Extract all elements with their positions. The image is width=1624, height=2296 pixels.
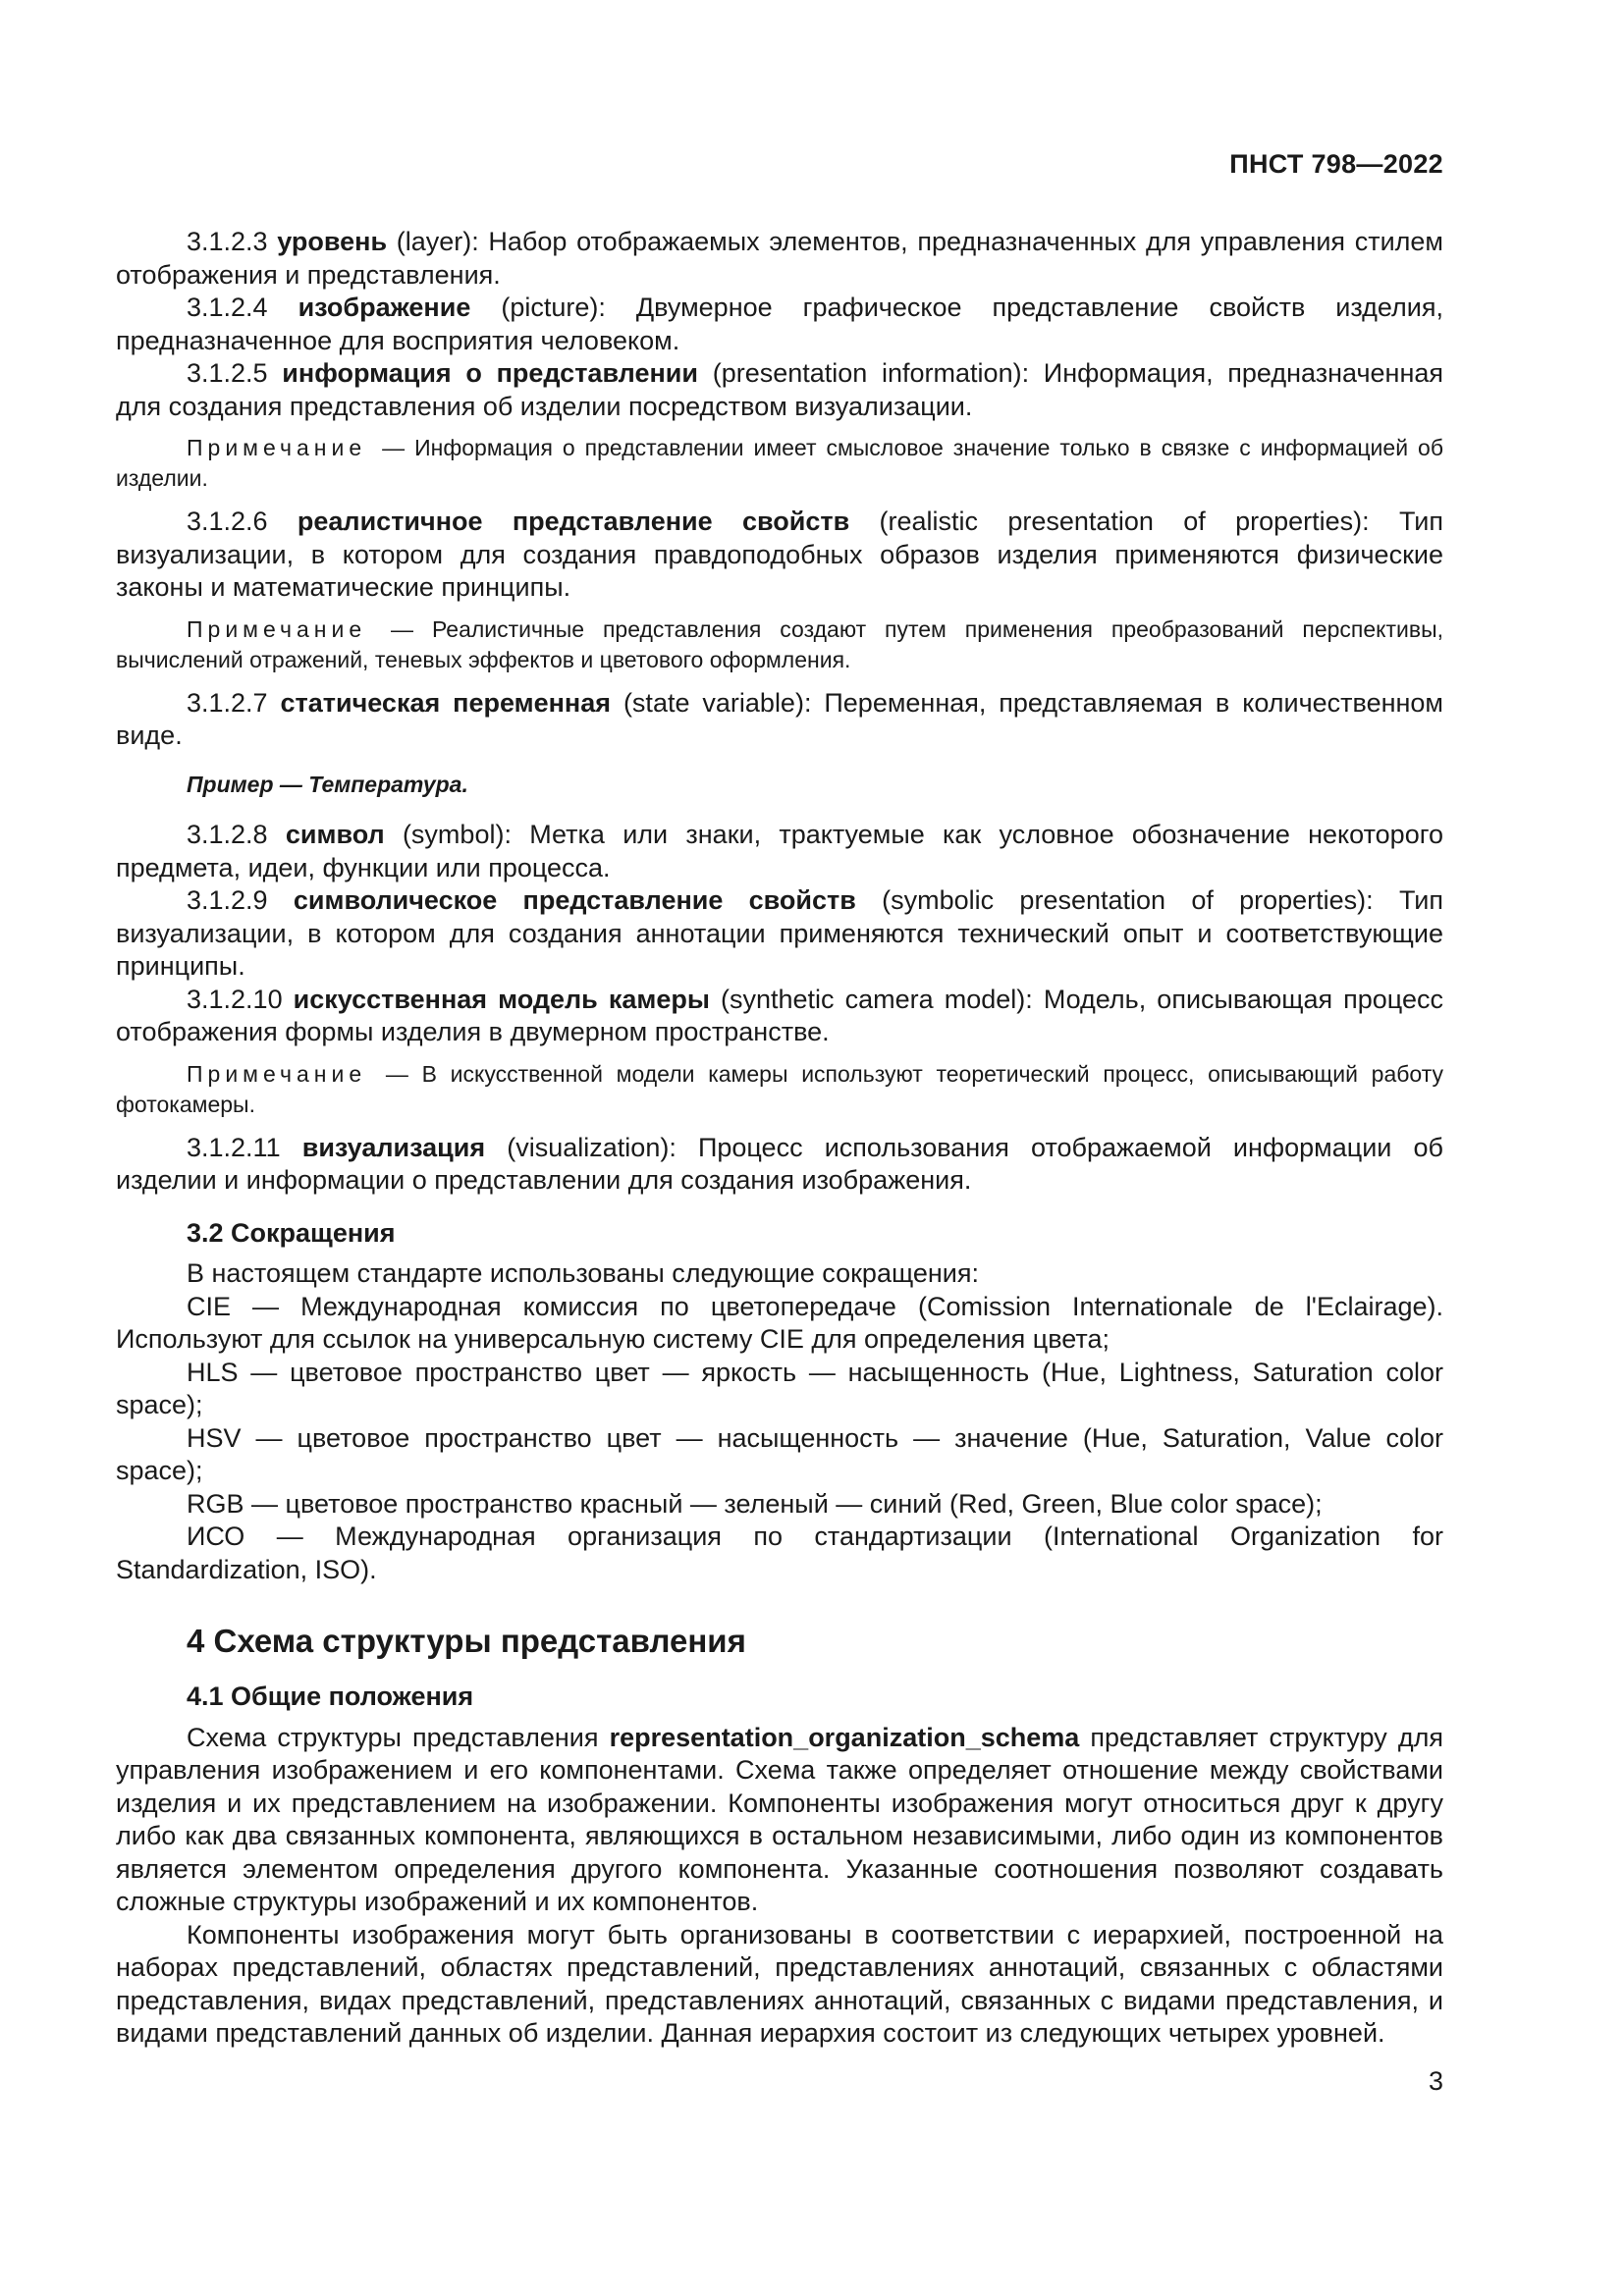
note xyxy=(116,614,1443,675)
term-name: визуализация xyxy=(301,1132,486,1162)
note xyxy=(116,1059,1443,1120)
term-text: (symbolic presentation of properties): Тип визуализации, в котором для создания аннотации применяются технический опыт и соответствующие принципы. xyxy=(116,885,1443,981)
term-number: 3.1.2.3 xyxy=(187,227,268,256)
term-definition xyxy=(116,506,1443,605)
term-name: реалистичное представление свойств xyxy=(297,507,850,536)
page-content xyxy=(116,226,1443,2051)
term-definition xyxy=(116,687,1443,753)
term-text: (picture): Двумерное графическое представление свойств изделия, предназначенное для восприятия человеком. xyxy=(116,293,1443,355)
paragraph-text: Схема структуры представления xyxy=(187,1722,610,1752)
term-text: (visualization): Процесс использования отображаемой информации об изделии и информации о представлении для создания изображения. xyxy=(116,1132,1443,1195)
term-text: (presentation information): Информация, предназначенная для создания представления об изделии посредством визуализации. xyxy=(116,358,1443,421)
note-text: — Информация о представлении имеет смысловое значение только в связке с информацией об изделии. xyxy=(116,435,1443,491)
paragraph: CIE — Международная комиссия по цветопередаче (Comission Internationale de l'Eclairage). Используют для ссылок на универсальную систему CIE для определения цвета; xyxy=(116,1291,1443,1354)
term-text: (layer): Набор отображаемых элементов, предназначенных для управления стилем отображения и представления. xyxy=(116,227,1443,290)
paragraph: В настоящем стандарте использованы следующие сокращения: xyxy=(187,1258,980,1288)
term-number: 3.1.2.7 xyxy=(187,687,268,718)
term-definition xyxy=(116,984,1443,1049)
section-heading: 4.1 Общие положения xyxy=(187,1682,474,1711)
page-number: 3 xyxy=(1428,2066,1443,2096)
term-text: (symbol): Метка или знаки, трактуемые как условное обозначение некоторого предмета, идеи, функции или процесса. xyxy=(116,820,1443,882)
note-label: Примечание xyxy=(187,615,367,642)
paragraph-text: представляет структуру для управления изображением и его компонентами. Схема также определяет отношение между свойствами изделия и их представлением на изображении. Компоненты изображения могут относиться друг к другу либо как два связанных компонента, являющихся в остальном независимыми, либо один из компонентов является элементом определения другого компонента. Указанные соотношения позволяют создавать сложные структуры изображений и их компонентов. xyxy=(116,1722,1444,1916)
note-text: — Реалистичные представления создают путем применения преобразований перспективы, вычислений отражений, теневых эффектов и цветового оформления. xyxy=(116,615,1443,672)
term-number: 3.1.2.9 xyxy=(187,885,268,915)
schema-name: representation_organization_schema xyxy=(609,1722,1080,1752)
section-heading: 3.2 Сокращения xyxy=(187,1217,396,1248)
term-name: уровень xyxy=(277,227,388,256)
note xyxy=(116,433,1443,494)
term-definition xyxy=(116,884,1443,984)
term-number: 3.1.2.10 xyxy=(187,984,283,1014)
note-label: Примечание xyxy=(187,1060,367,1087)
term-definition xyxy=(116,1132,1443,1198)
chapter-heading: 4 Схема структуры представления xyxy=(187,1623,746,1659)
term-name: статическая переменная xyxy=(280,687,612,718)
paragraph: HLS — цветовое пространство цвет — яркость — насыщенность (Hue, Lightness, Saturation color space); xyxy=(116,1357,1443,1419)
paragraph: ИСО — Международная организация по стандартизации (International Organization for Standardization, ISO). xyxy=(116,1522,1443,1584)
paragraph: RGB — цветовое пространство красный — зеленый — синий (Red, Green, Blue color space); xyxy=(187,1488,1323,1519)
term-definition xyxy=(116,226,1443,292)
paragraph: HSV — цветовое пространство цвет — насыщенность — значение (Hue, Saturation, Value color space); xyxy=(116,1422,1443,1485)
term-number: 3.1.2.8 xyxy=(187,820,268,849)
term-definition xyxy=(116,819,1443,884)
paragraph: Компоненты изображения могут быть организованы в соответствии с иерархией, построенной на наборах представлений, областях представлений, представлениях аннотаций, связанных с областями представления, видах представлений, представлениях аннотаций, связанных с видами представления, и видами представлений данных об изделии. Данная иерархия состоит из следующих четырех уровней. xyxy=(116,1919,1443,2048)
term-number: 3.1.2.4 xyxy=(187,293,268,322)
term-name: искусственная модель камеры xyxy=(293,984,710,1014)
term-number: 3.1.2.5 xyxy=(187,358,268,388)
term-definition xyxy=(116,292,1443,357)
term-number: 3.1.2.11 xyxy=(187,1132,281,1162)
note-label: Примечание xyxy=(187,435,367,460)
term-name: символическое представление свойств xyxy=(293,885,856,915)
example: Пример — Температура. xyxy=(187,771,468,797)
term-name: изображение xyxy=(298,293,471,322)
term-number: 3.1.2.6 xyxy=(187,507,268,536)
note-text: — В искусственной модели камеры используют теоретический процесс, описывающий работу фотокамеры. xyxy=(116,1060,1443,1117)
term-text: (synthetic camera model): Модель, описывающая процесс отображения формы изделия в двумерном пространстве. xyxy=(116,984,1443,1046)
paragraph xyxy=(116,1722,1443,1919)
term-name: символ xyxy=(285,820,385,849)
term-name: информация о представлении xyxy=(282,358,699,388)
term-text: (realistic presentation of properties): Тип визуализации, в котором для создания правдоподобных образов изделия применяются физические законы и математические принципы. xyxy=(116,507,1443,602)
document-id: ПНСТ 798—2022 xyxy=(1229,149,1443,179)
term-definition xyxy=(116,357,1443,423)
term-text: (state variable): Переменная, представляемая в количественном виде. xyxy=(116,687,1443,750)
